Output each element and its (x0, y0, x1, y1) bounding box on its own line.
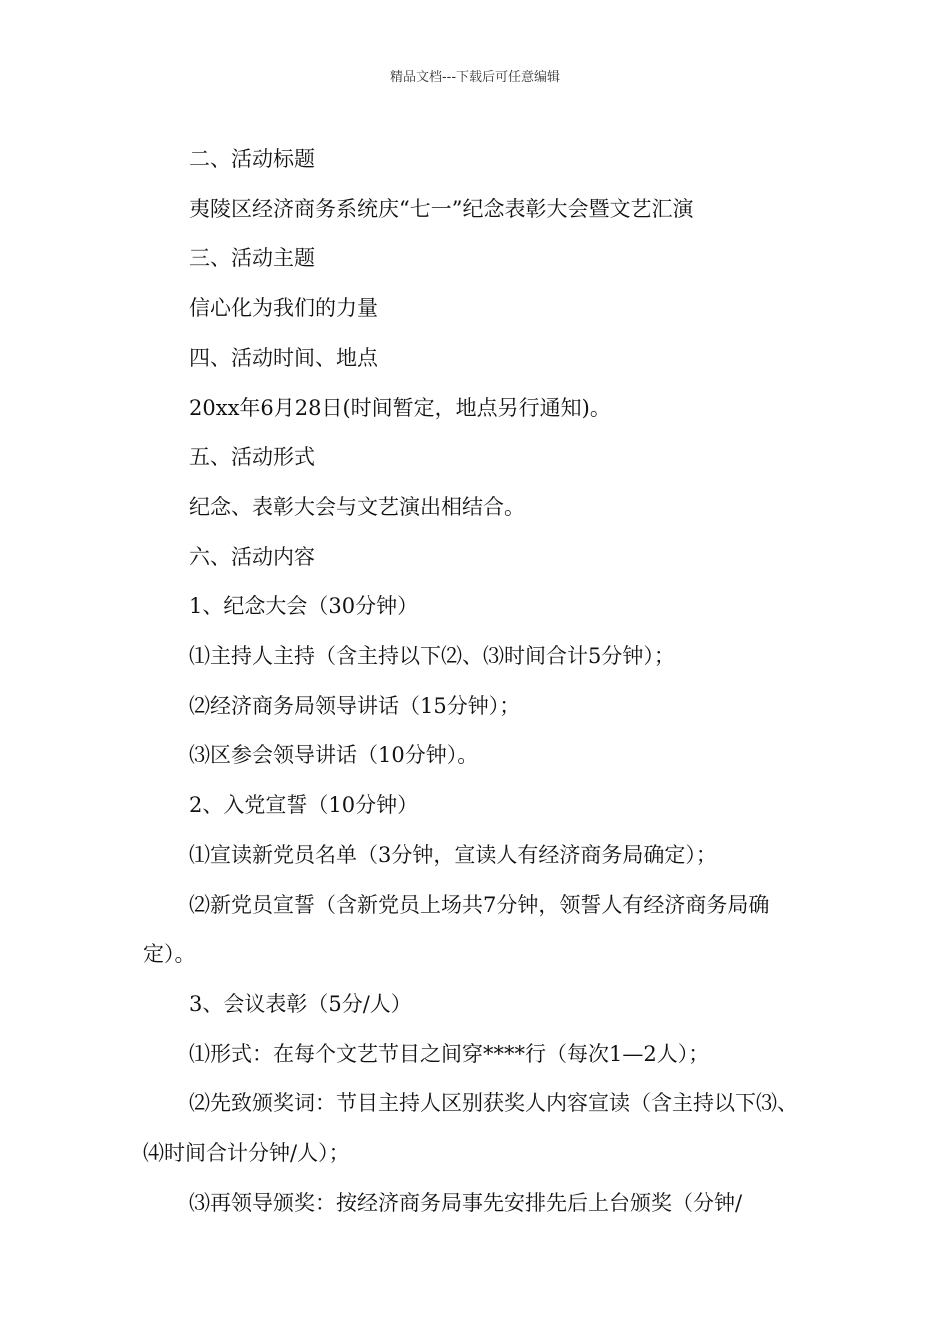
list-item: ⑵先致颁奖词：节目主持人区别获奖人内容宣读（含主持以下⑶、⑷时间合计分钟/人）； (143, 1091, 798, 1166)
list-item: ⑵新党员宣誓（含新党员上场共7分钟，领誓人有经济商务局确定）。 (143, 892, 770, 967)
list-item: ⑴形式：在每个文艺节目之间穿****行（每次1—2人）； (189, 1041, 710, 1066)
section-heading-title: 二、活动标题 (189, 147, 315, 171)
list-item: ⑶再领导颁奖：按经济商务局事先安排先后上台颁奖（分钟/ (189, 1190, 743, 1215)
paragraph-format-text: 纪念、表彰大会与文艺演出相结合。 (189, 494, 525, 519)
list-item: ⑴宣读新党员名单（3分钟，宣读人有经济商务局确定）； (189, 842, 717, 867)
list-item: ⑶区参会领导讲话（10分钟）。 (189, 743, 479, 768)
section-heading-format: 五、活动形式 (189, 445, 315, 470)
section-heading-time-place: 四、活动时间、地点 (189, 345, 378, 370)
paragraph-theme-text: 信心化为我们的力量 (189, 296, 378, 321)
subsection-party-oath: 2、入党宣誓（10分钟） (189, 793, 419, 818)
subsection-commendation: 3、会议表彰（5分/人） (189, 991, 412, 1016)
section-heading-content: 六、活动内容 (189, 544, 315, 569)
section-heading-theme: 三、活动主题 (189, 246, 315, 271)
document-body (143, 135, 808, 1228)
paragraph-title-text: 夷陵区经济商务系统庆“七一”纪念表彰大会暨文艺汇演 (189, 196, 694, 221)
list-item: ⑵经济商务局领导讲话（15分钟）； (189, 693, 521, 718)
paragraph-time-place-text: 20xx年6月28日(时间暂定，地点另行通知)。 (189, 395, 611, 420)
list-item: ⑴主持人主持（含主持以下⑵、⑶时间合计5分钟）； (189, 644, 675, 669)
subsection-memorial-meeting: 1、纪念大会（30分钟） (189, 594, 419, 619)
page-header: 精品文档---下载后可任意编辑 (389, 70, 561, 85)
